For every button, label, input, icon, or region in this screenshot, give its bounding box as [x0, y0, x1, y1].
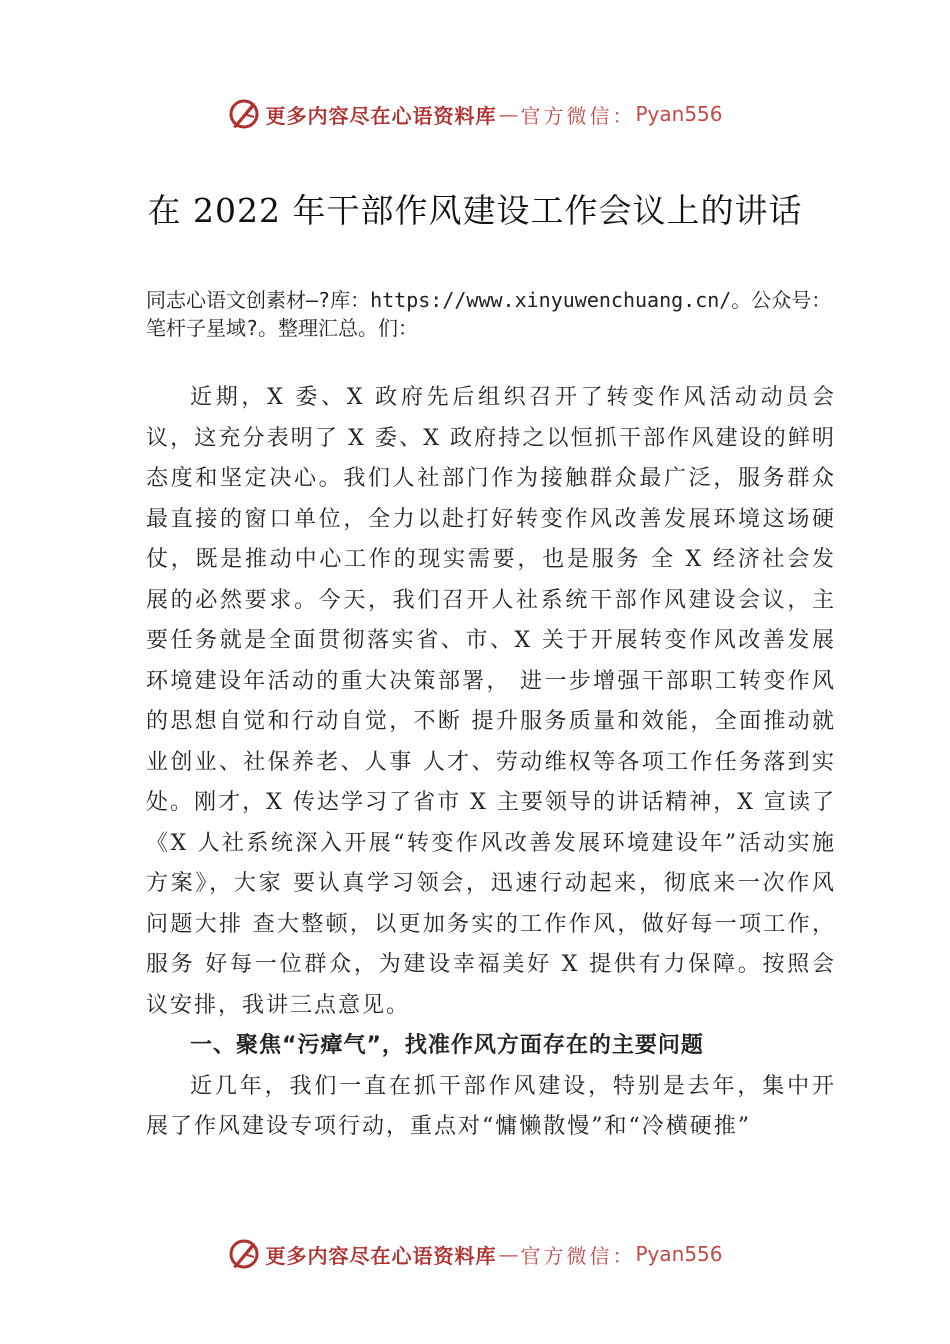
- banner-separator: —: [498, 1242, 519, 1266]
- banner-brand: 更多内容尽在心语资料库: [265, 103, 497, 128]
- footer-banner: [0, 1234, 950, 1274]
- banner-wechat-label: 官方微信：: [520, 1243, 636, 1268]
- banner-account: Pyan556: [635, 102, 723, 126]
- byline: 同志心语文创素材—?库：https://www.xinyuwenchuang.cn/。公众号：笔杆子星域?。整理汇总。们：: [146, 288, 832, 340]
- header-banner: [0, 94, 950, 134]
- quill-in-circle-icon: [227, 1237, 261, 1271]
- banner-brand: 更多内容尽在心语资料库: [265, 1243, 497, 1268]
- banner-account: Pyan556: [635, 1242, 723, 1266]
- banner-separator: —: [498, 102, 519, 126]
- banner-wechat-label: 官方微信：: [520, 103, 636, 128]
- quill-in-circle-icon: [227, 97, 261, 131]
- document-title: 在 2022 年干部作风建设工作会议上的讲话: [147, 191, 803, 230]
- paragraph: 近几年，我们一直在抓干部作风建设，特别是去年，集中开展了作风建设专项行动，重点对“慵懒散慢”和“冷横硬推”: [146, 1073, 836, 1139]
- paragraph: 近期，X 委、X 政府先后组织召开了转变作风活动动员会议，这充分表明了 X 委、X 政府持之以恒抓干部作风建设的鲜明态度和坚定决心。我们人社部门作为接触群众最广泛，服务群众最直接的窗口单位，全力以赴打好转变作风改善发展环境这场硬仗，既是推动中心工作的现实需要，也是服务 全 X 经济社会发展的必然要求。今天，我们召开人社系统干部作风建设会议，主要任务就是全面贯彻落实省、市、X 关于开展转变作风改善发展环境建设年活动的重大决策部署， 进一步增强干部职工转变作风的思想自觉和行动自觉，不断 提升服务质量和效能，全面推动就业创业、社保养老、人事 人才、劳动维权等各项工作任务落到实处。刚才，X 传达学习了省市 X 主要领导的讲话精神，X 宣读了《X 人社系统深入开展“转变作风改善发展环境建设年”活动实施方案》，大家 要认真学习领会，迅速行动起来，彻底来一次作风问题大排 查大整顿，以更加务实的工作作风，做好每一项工作，服务 好每一位群众，为建设幸福美好 X 提供有力保障。按照会议安排，我讲三点意见。: [146, 385, 836, 1018]
- document-body: [146, 378, 836, 1148]
- section-heading: 一、聚焦“污瘴气”，找准作风方面存在的主要问题: [190, 1033, 704, 1058]
